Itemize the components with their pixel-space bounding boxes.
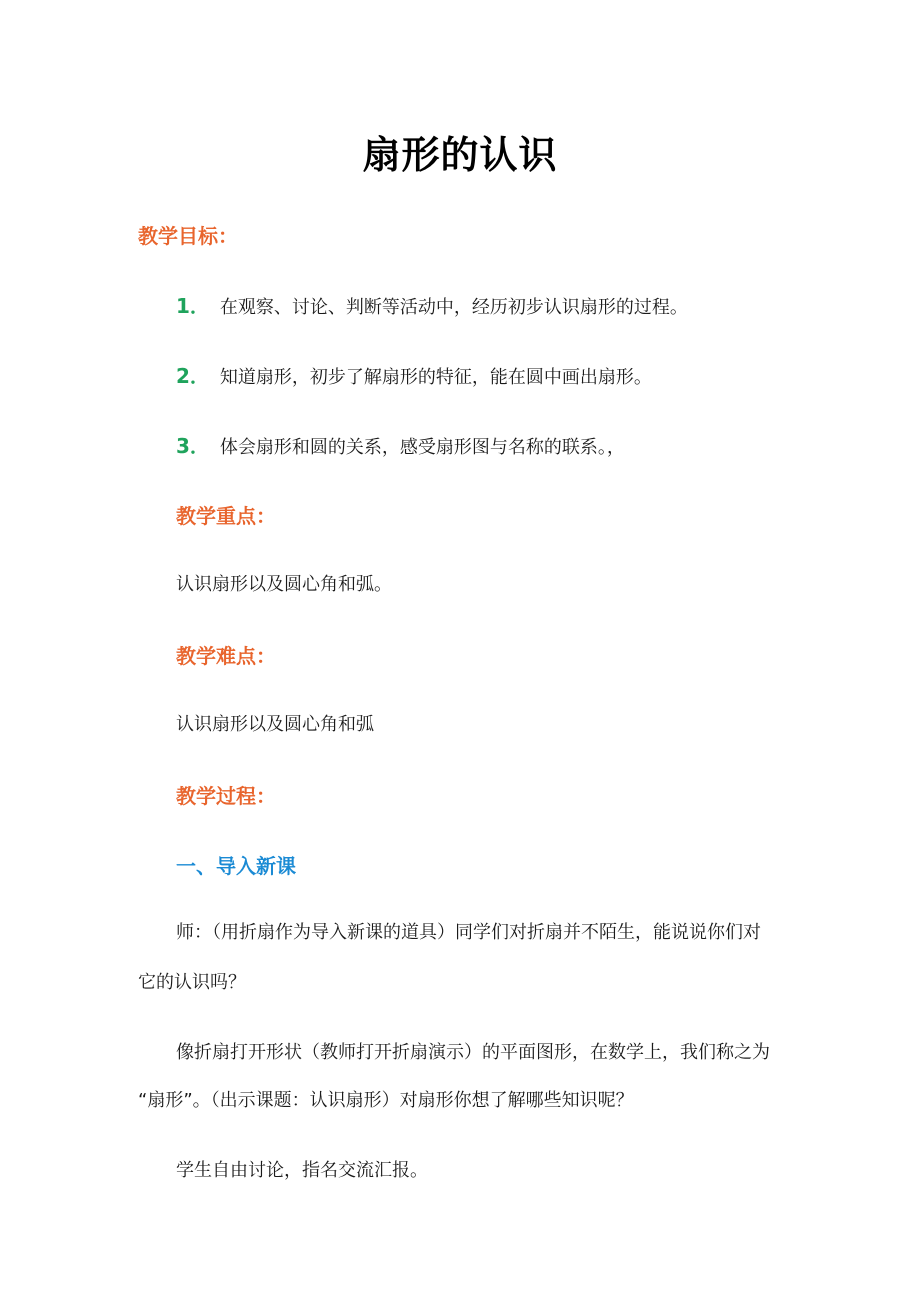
key-points-text: 认识扇形以及圆心角和弧。 — [176, 574, 392, 595]
objective-text: 体会扇形和圆的关系，感受扇形图与名称的联系。， — [219, 437, 625, 458]
objective-text: 知道扇形，初步了解扇形的特征，能在圆中画出扇形。 — [219, 367, 652, 388]
objective-text: 在观察、讨论、判断等活动中，经历初步认识扇形的过程。 — [219, 297, 688, 318]
paragraph-3: 学生自由讨论，指名交流汇报。 — [176, 1160, 428, 1181]
objective-number: 3． — [176, 434, 210, 458]
objective-number: 2． — [176, 364, 210, 388]
difficulties-text: 认识扇形以及圆心角和弧 — [176, 714, 374, 735]
difficulties-heading: 教学难点： — [176, 644, 276, 668]
paragraph-1-line-2: 它的认识吗？ — [138, 972, 246, 993]
objective-number: 1． — [176, 294, 210, 318]
objective-item-3 — [176, 430, 625, 459]
paragraph-2-line-1: 像折扇打开形状（教师打开折扇演示）的平面图形，在数学上，我们称之为 — [176, 1042, 770, 1063]
objective-item-1 — [176, 290, 688, 319]
document-title: 扇形的认识 — [362, 133, 558, 177]
paragraph-1-line-1: 师：（用折扇作为导入新课的道具）同学们对折扇并不陌生，能说说你们对 — [176, 922, 761, 943]
objective-item-2 — [176, 360, 652, 389]
paragraph-2-line-2: “扇形”。（出示课题：认识扇形）对扇形你想了解哪些知识呢？ — [138, 1090, 634, 1111]
section-heading-intro: 一、导入新课 — [176, 854, 296, 878]
key-points-heading: 教学重点： — [176, 504, 276, 528]
process-heading: 教学过程： — [176, 784, 276, 808]
objectives-heading: 教学目标： — [138, 224, 238, 248]
